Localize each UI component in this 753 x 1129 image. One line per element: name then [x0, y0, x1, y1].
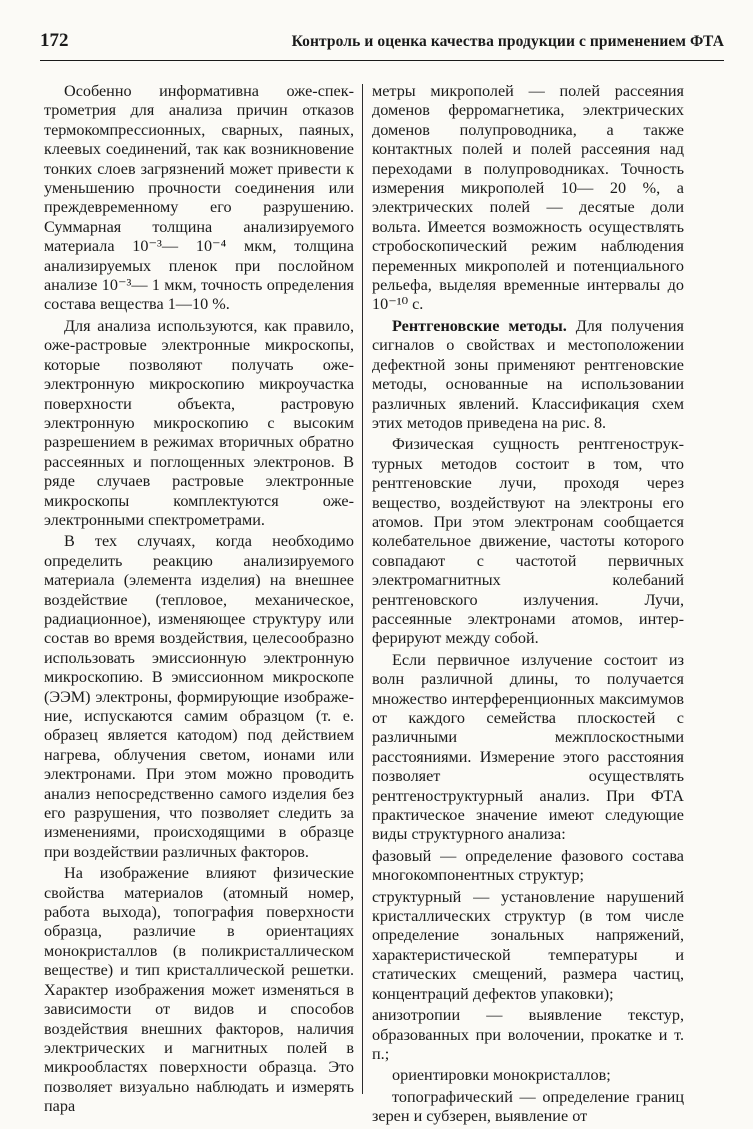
list-item-orientation: ориентировки монокристаллов;: [392, 1066, 611, 1085]
running-title: Контроль и оценка качества продукции с применением ФТА: [291, 33, 724, 50]
right-column: [372, 82, 684, 1129]
paragraph-emission-microscopy: В тех случаях, когда необходимо определить реакцию анализируемого материала (элемента изделия) на внешнее воздействие (тепловое, механическое, радиационное), изменяющее структуру или состав во время воздействия, целесообразно использовать эмиссионную электронную микроскопию. В эмиссионном микроскопе (ЭЭМ) электроны, формирующие изображение, испускаются самим образцом (т. е. образец является катодом) под действием нагрева, облучения светом, ионами или электронами. При этом можно проводить анализ непосредственно самого изделия без его разрушения, что позволяет следить за изменениями, происходящими в образце при воздействии различных факторов.: [44, 532, 354, 861]
paragraph-image-factors: На изображение влияют физические свойства материалов (атомный номер, работа выхода), топография поверхности образца, различие в ориентациях монокристаллов (в поликристаллическом веществе) и тип кристаллической решетки. Характер изображения может изменяться в зависимости от видов и способов воздействия внешних факторов, наличия электрических и магнитных полей в микрообластях поверхности образца. Это позволяет визуально наблюдать и измерять пара: [44, 864, 354, 1116]
page-header: [40, 30, 724, 61]
list-item-anisotropy: анизотропии — выявление текстур, образованных при волочении, прокатке и т. п.;: [372, 1006, 684, 1063]
left-column: [44, 82, 354, 1119]
paragraph-physical-essence: Физическая сущность рентгеноструктурных методов состоит в том, что рентгеновские лучи, проходя через вещество, воздействуют на электроны его атомов. При этом электронам сообщается колебательное движение, частоты которого совпадают с частотой первичных электромагнитных колебаний рентгеновского излучения. Лучи, рассеянные электронами атомов, интерферируют между собой.: [372, 435, 684, 648]
paragraph-auger-spectrometry: Особенно информативна оже-спектрометрия для анализа причин отказов термокомпрессионных, сварных, паяных, клеевых соединений, так как возникновение тонких слоев загрязнений может привести к уменьшению прочности соединения или преждевременному его разрушению. Суммарная толщина анализируемого материала 10⁻³— 10⁻⁴ мкм, толщина анализируемых пленок при послойном анализе 10⁻³— 1 мкм, точность определения состава вещества 1—10 %.: [44, 82, 354, 314]
paragraph-xray-methods-body: Для получения сигналов о свойствах и местоположении дефектной зоны применяют рентгеновские методы, основанные на использовании различных явлений. Классификация схем этих методов приведена на рис. 8.: [372, 316, 684, 432]
paragraph-xray-methods: [372, 317, 684, 433]
list-item-phase: фазовый — определение фазового состава многокомпонентных структур;: [372, 846, 684, 885]
column-divider: [362, 84, 363, 1094]
section-runin-heading: Рентгеновские методы.: [392, 316, 567, 335]
list-item-structural: структурный — установление нарушений кристаллических структур (в том числе определение зональных напряжений, характеристической температуры и статических смещений, размера частиц, концентраций дефектов упаковки);: [372, 887, 684, 1003]
paragraph-auger-microscopes: Для анализа используются, как правило, оже-растровые электронные микроскопы, которые позволяют получать оже-электронную микроскопию микроучастка поверхности объекта, растровую электронную микроскопию с высоким разрешением в режимах вторичных обратно рассеянных и поглощенных электронов. В ряде случаев растровые электронные микроскопы комплектуются оже-электронными спектрометрами.: [44, 316, 354, 529]
paragraph-primary-radiation: Если первичное излучение состоит из волн различной длины, то получается множество интерференционных максимумов от каждого семейства плоскостей с различными межплоскостными расстояниями. Измерение этого расстояния позволяет осуществлять рентгеноструктурный анализ. При ФТА практическое значение имеют следующие виды структурного анализа:: [372, 650, 684, 844]
list-item-topographic: топографический — определение границ зерен и субзерен, выявление от: [372, 1087, 684, 1126]
paragraph-microfields-continued: метры микрополей — полей рассеяния доменов ферромагнетика, электрических доменов полупроводника, а также контактных полей и полей рассеяния над переходами в полупроводниках. Точность измерения микрополей 10— 20 %, а электрических полей — десятые доли вольта. Имеется возможность осуществлять стробоскопический режим наблюдения переменных микрополей и потенциального рельефа, выделяя временные интервалы до 10⁻¹⁰ с.: [372, 82, 684, 314]
page-number: 172: [40, 30, 69, 51]
